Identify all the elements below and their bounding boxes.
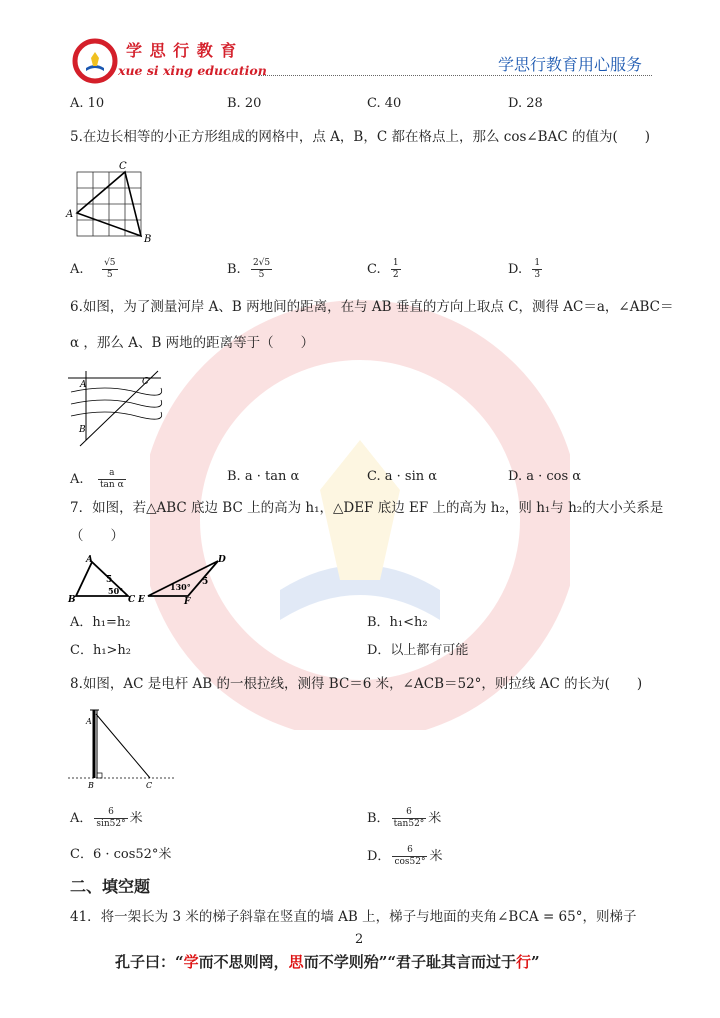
q7-option-a[interactable]: A．h₁=h₂ [70,615,131,630]
q7-angle-2: 130° [170,582,191,592]
header-rule [258,75,652,76]
q8-option-b[interactable]: B． $\frac{6}{\tan 52^\circ}$ 米 [367,807,442,829]
q4-option-a[interactable]: A. 10 [70,96,105,111]
q7-label-d: D [218,555,226,565]
q7-label-f: F [184,597,191,604]
section-heading: 二、填空题 [70,877,151,896]
header-slogan: 学思行教育用心服务 [498,55,643,74]
q7-label-b: B [68,595,76,604]
q7-angle-1: 50° [108,586,124,596]
q6-label-a: A [80,380,87,390]
q7-side-2: 5 [202,577,209,587]
q8-label-b: B [88,781,94,790]
q6-option-d[interactable]: D. a · cos α [508,469,582,484]
header-logo [72,38,118,88]
q7-side-1: 5 [106,575,113,585]
q6-option-b[interactable]: B. a · tan α [227,469,300,484]
footer-quote: 孔子曰：“学而不思则罔，思而不学则殆”“君子耻其言而过于行” [115,953,540,971]
q7-option-b[interactable]: B．h₁<h₂ [367,615,428,630]
question-7-figure [66,552,241,608]
question-8-text: 8.如图，AC 是电杆 AB 的一根拉线，测得 BC＝6 米，∠ACB＝52°，则拉线 AC 的长为( ) [70,676,643,692]
q8-option-d[interactable]: D． $\frac{6}{\cos 52^\circ}$ 米 [367,845,443,867]
q8-option-c[interactable]: C．6 · cos52°米 [70,847,172,862]
q4-option-d[interactable]: D. 28 [508,96,543,111]
q5-option-a[interactable]: A. $\frac{√5}{5}$ [70,258,116,280]
q5-option-d[interactable]: D. $\frac{1}{3}$ [508,258,541,280]
q4-option-b[interactable]: B. 20 [227,96,262,111]
q8-label-a: A [86,717,92,726]
q8-label-c: C [146,781,153,790]
q6-label-b: B [79,425,86,435]
question-41-text: 41．将一架长为 3 米的梯子斜靠在竖直的墙 AB 上，梯子与地面的夹角∠BCA = 65°，则梯子 [70,909,637,925]
q5-label-c: C [119,161,127,172]
school-logo-icon [72,38,118,84]
q5-label-a: A [66,209,74,220]
question-6-figure [66,368,166,457]
q5-option-c[interactable]: C. $\frac{1}{2}$ [367,258,399,280]
q6-option-a[interactable]: A. $\frac{a}{\text{tan α}}$ [70,468,124,490]
q7-label-a: A [86,555,93,565]
q6-option-c[interactable]: C. a · sin α [367,469,438,484]
q7-label-c: C [128,595,136,604]
q5-label-b: B [144,234,152,245]
question-7-line-1: 7．如图，若△ABC 底边 BC 上的高为 h₁，△DEF 底边 EF 上的高为 h₂，则 h₁与 h₂的大小关系是 [70,500,664,516]
question-6-line-1: 6.如图，为了测量河岸 A、B 两地间的距离，在与 AB 垂直的方向上取点 C，测得 AC＝a，∠ABC＝ [70,299,674,315]
q7-label-e: E [138,595,145,604]
q7-option-c[interactable]: C．h₁>h₂ [70,643,132,658]
question-5-figure [64,160,159,249]
q6-label-c: C [142,377,149,387]
brand-name-en: xue si xing education [118,63,267,78]
question-8-figure [66,702,178,796]
brand-name-cn: 学 思 行 教 育 [126,41,238,60]
question-6-line-2: α ，那么 A、B 两地的距离等于（ ） [70,335,315,351]
question-7-line-2: （ ） [70,528,124,544]
q5-option-b[interactable]: B. $\frac{2√5}{5}$ [227,258,271,280]
page-number: 2 [355,932,364,947]
question-5-text: 5.在边长相等的小正方形组成的网格中，点 A，B，C 都在格点上，那么 cos∠BAC 的值为( ) [70,129,651,145]
q4-option-c[interactable]: C. 40 [367,96,402,111]
q7-option-d[interactable]: D．以上都有可能 [367,643,469,658]
q8-option-a[interactable]: A． $\frac{6}{\sin 52^\circ}$ 米 [70,807,143,829]
